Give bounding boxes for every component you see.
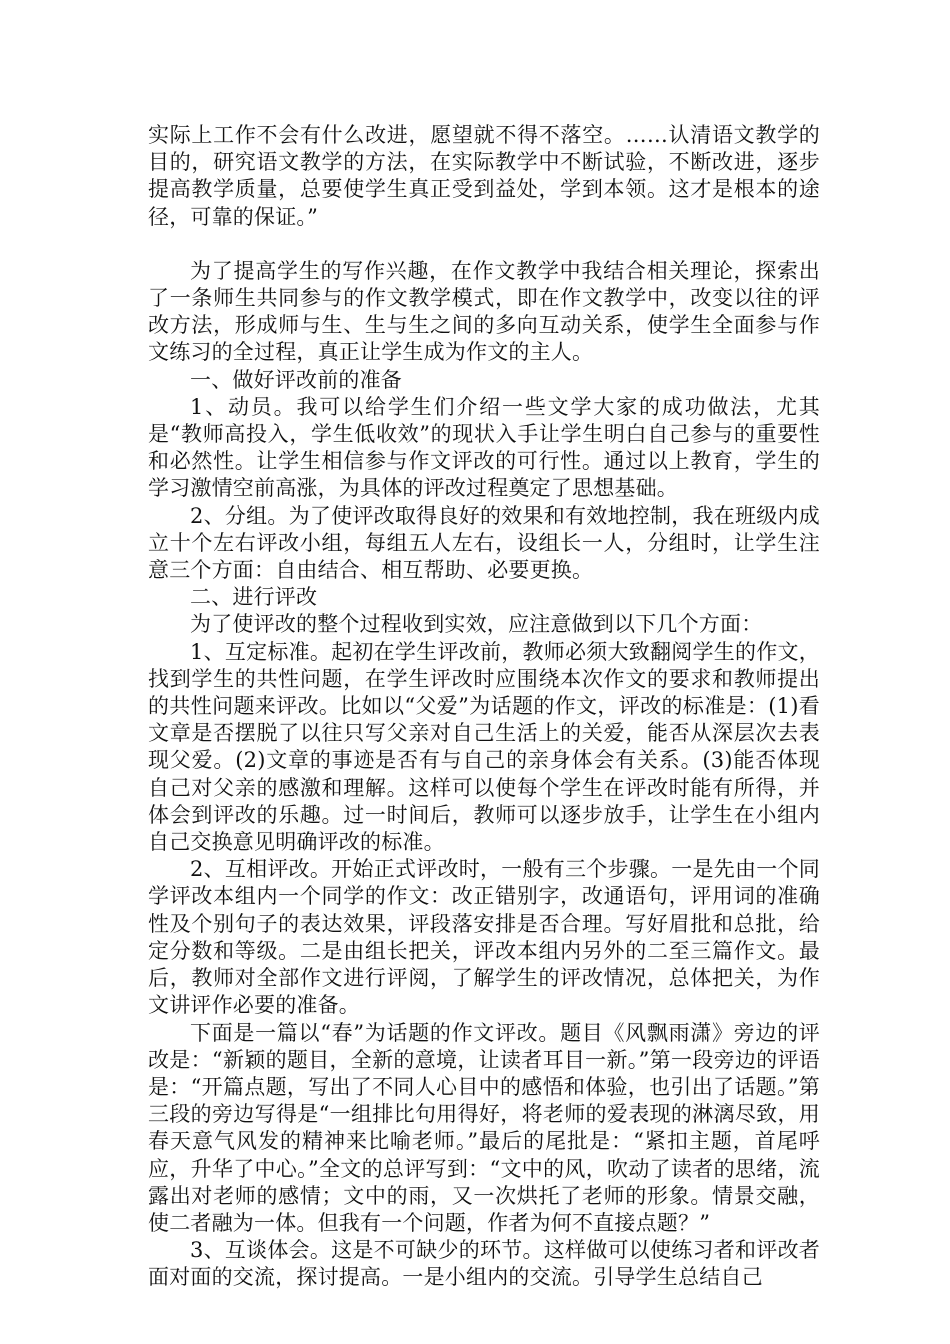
paragraph-gap <box>148 231 820 258</box>
paragraph-intro: 为了提高学生的写作兴趣，在作文教学中我结合相关理论，探索出了一条师生共同参与的作文教学模式，即在作文教学中，改变以往的评改方法，形成师与生、生与生之间的多向互动关系，使学生全面参与作文练习的全过程，真正让学生成为作文的主人。 <box>148 258 820 365</box>
section-heading-1: 一、做好评改前的准备 <box>190 367 402 392</box>
paragraph-grouping: 2、分组。为了使评改取得良好的效果和有效地控制，我在班级内成立十个左右评改小组，每组五人左右，设组长一人，分组时，让学生注意三个方面：自由结合、相互帮助、必要更换。 <box>148 503 820 583</box>
paragraph-aspects: 为了使评改的整个过程收到实效，应注意做到以下几个方面： <box>190 612 763 637</box>
paragraph-standards: 1、互定标准。起初在学生评改前，教师必须大致翻阅学生的作文，找到学生的共性问题，在学生评改时应围绕本次作文的要求和教师提出的共性问题来评改。比如以“父爱”为话题的作文，评改的标准是：(1)看文章是否摆脱了以往只写父亲对自己生活上的关爱，能否从深层次去表现父爱。(2)文章的事迹是否有与自己的亲身体会有关系。(3)能否体现自己对父亲的感激和理解。这样可以使每个学生在评改时能有所得，并体会到评改的乐趣。过一时间后，教师可以逐步放手，让学生在小组内自己交换意见明确评改的标准。 <box>148 639 820 855</box>
paragraph-mobilize: 1、动员。我可以给学生们介绍一些文学大家的成功做法，尤其是“教师高投入，学生低收效”的现状入手让学生明白自己参与的重要性和必然性。让学生相信参与作文评改的可行性。通过以上教育，学生的学习激情空前高涨，为具体的评改过程奠定了思想基础。 <box>148 394 820 501</box>
paragraph-example: 下面是一篇以“春”为话题的作文评改。题目《风飘雨潇》旁边的评改是：“新颖的题目，全新的意境，让读者耳目一新。”第一段旁边的评语是：“开篇点题，写出了不同人心目中的感悟和体验，也引出了话题。”第三段的旁边写得是“一组排比句用得好，将老师的爱表现的淋漓尽致，用春天意气风发的精神来比喻老师。”最后的尾批是：“紧扣主题，首尾呼应，升华了中心。”全文的总评写到：“文中的风，吹动了读者的思绪，流露出对老师的感情；文中的雨，又一次烘托了老师的形象。情景交融，使二者融为一体。但我有一个问题，作者为何不直接点题？” <box>148 1020 820 1235</box>
section-heading-2: 二、进行评改 <box>190 585 318 610</box>
document-page <box>148 122 820 1292</box>
paragraph-mutual-review: 2、互相评改。开始正式评改时，一般有三个步骤。一是先由一个同学评改本组内一个同学的作文：改正错别字，改通语句，评用词的准确性及个别句子的表达效果，评段落安排是否合理。写好眉批和总批，给定分数和等级。二是由组长把关，评改本组内另外的二至三篇作文。最后，教师对全部作文进行评阅，了解学生的评改情况，总体把关，为作文讲评作必要的准备。 <box>148 857 820 1018</box>
paragraph-exchange: 3、互谈体会。这是不可缺少的环节。这样做可以使练习者和评改者面对面的交流，探讨提高。一是小组内的交流。引导学生总结自己 <box>148 1238 820 1290</box>
paragraph-quote-continuation: 实际上工作不会有什么改进，愿望就不得不落空。……认清语文教学的目的，研究语文教学的方法，在实际教学中不断试验，不断改进，逐步提高教学质量，总要使学生真正受到益处，学到本领。这才是根本的途径，可靠的保证。” <box>148 123 820 229</box>
